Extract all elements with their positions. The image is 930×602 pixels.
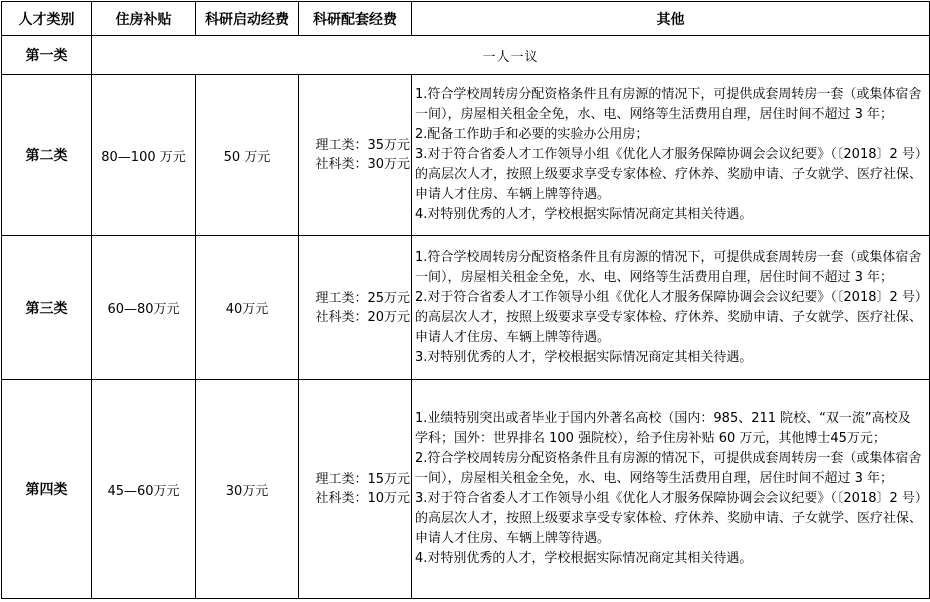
benefit-item: 3.对特别优秀的人才，学校根据实际情况商定其相关待遇。 bbox=[415, 349, 753, 365]
housing-subsidy-cell: 45—60万元 bbox=[92, 380, 196, 599]
matching-social: 社科类：10万元 bbox=[315, 491, 410, 506]
category-cell: 第四类 bbox=[2, 380, 92, 599]
benefit-item: 1.符合学校周转房分配资格条件且有房源的情况下，可提供成套周转房一套（或集体宿舍一间），房屋相关租金全免，水、电、网络等生活费用自理，居住时间不超过 3 年； bbox=[415, 249, 922, 285]
housing-subsidy-cell: 80—100 万元 bbox=[92, 75, 196, 236]
table-row bbox=[2, 75, 930, 236]
header-other: 其他 bbox=[412, 2, 930, 36]
other-benefits-cell bbox=[412, 236, 930, 380]
header-row bbox=[2, 2, 930, 36]
category-cell: 第三类 bbox=[2, 236, 92, 380]
benefit-item: 2.符合学校周转房分配资格条件且有房源的情况下，可提供成套周转房一套（或集体宿舍一间），房屋相关租金全免，水、电、网络等生活费用自理，居住时间不超过 3 年； bbox=[415, 451, 922, 486]
header-category: 人才类别 bbox=[2, 2, 92, 36]
benefit-item: 1.符合学校周转房分配资格条件且有房源的情况下，可提供成套周转房一套（或集体宿舍一间），房屋相关租金全免，水、电、网络等生活费用自理，居住时间不超过 3 年； bbox=[415, 87, 922, 122]
matching-science: 理工类：15万元 bbox=[315, 472, 410, 487]
matching-social: 社科类：30万元 bbox=[315, 157, 410, 172]
matching-social: 社科类：20万元 bbox=[315, 309, 410, 325]
table-row bbox=[2, 36, 930, 75]
startup-funds-cell: 30万元 bbox=[196, 380, 299, 599]
benefit-item: 4.对特别优秀的人才，学校根据实际情况商定其相关待遇。 bbox=[415, 551, 753, 566]
housing-subsidy-cell: 60—80万元 bbox=[92, 236, 196, 380]
table-row bbox=[2, 380, 930, 599]
merged-cell: 一人一议 bbox=[92, 36, 930, 75]
header-housing: 住房补贴 bbox=[92, 2, 196, 36]
benefit-item: 3.对于符合省委人才工作领导小组《优化人才服务保障协调会会议纪要》（〔2018〕2 号）的高层次人才，按照上级要求享受专家体检、疗休养、奖励申请、子女就学、医疗社保、申请人才住房、车辆上牌等待遇。 bbox=[415, 491, 923, 546]
talent-benefits-table bbox=[1, 1, 930, 599]
matching-funds-cell bbox=[299, 75, 412, 236]
benefit-item: 1.业绩特别突出或者毕业于国内外著名高校（国内：985、211 院校、“双一流”高校及学科；国外：世界排名 100 强院校），给予住房补贴 60 万元，其他博士45万元； bbox=[415, 411, 911, 446]
header-startup: 科研启动经费 bbox=[196, 2, 299, 36]
benefit-item: 3.对于符合省委人才工作领导小组《优化人才服务保障协调会会议纪要》（〔2018〕2 号）的高层次人才，按照上级要求享受专家体检、疗休养、奖励申请、子女就学、医疗社保、申请人才住房、车辆上牌等待遇。 bbox=[415, 147, 923, 202]
startup-funds-cell: 50 万元 bbox=[196, 75, 299, 236]
matching-funds-cell bbox=[299, 380, 412, 599]
matching-science: 理工类：35万元 bbox=[315, 138, 410, 153]
benefit-item: 2.对于符合省委人才工作领导小组《优化人才服务保障协调会会议纪要》（〔2018〕2 号）的高层次人才，按照上级要求享受专家体检、疗休养、奖励申请、子女就学、医疗社保、申请人才住房、车辆上牌等待遇。 bbox=[415, 289, 923, 345]
other-benefits-cell bbox=[412, 75, 930, 236]
table-row bbox=[2, 236, 930, 380]
matching-funds-cell bbox=[299, 236, 412, 380]
benefit-item: 4.对特别优秀的人才，学校根据实际情况商定其相关待遇。 bbox=[415, 207, 753, 222]
matching-science: 理工类：25万元 bbox=[315, 290, 410, 306]
startup-funds-cell: 40万元 bbox=[196, 236, 299, 380]
category-cell: 第二类 bbox=[2, 75, 92, 236]
header-matching: 科研配套经费 bbox=[299, 2, 412, 36]
other-benefits-cell bbox=[412, 380, 930, 599]
benefit-item: 2.配备工作助手和必要的实验办公用房； bbox=[415, 127, 649, 142]
category-cell: 第一类 bbox=[2, 36, 92, 75]
